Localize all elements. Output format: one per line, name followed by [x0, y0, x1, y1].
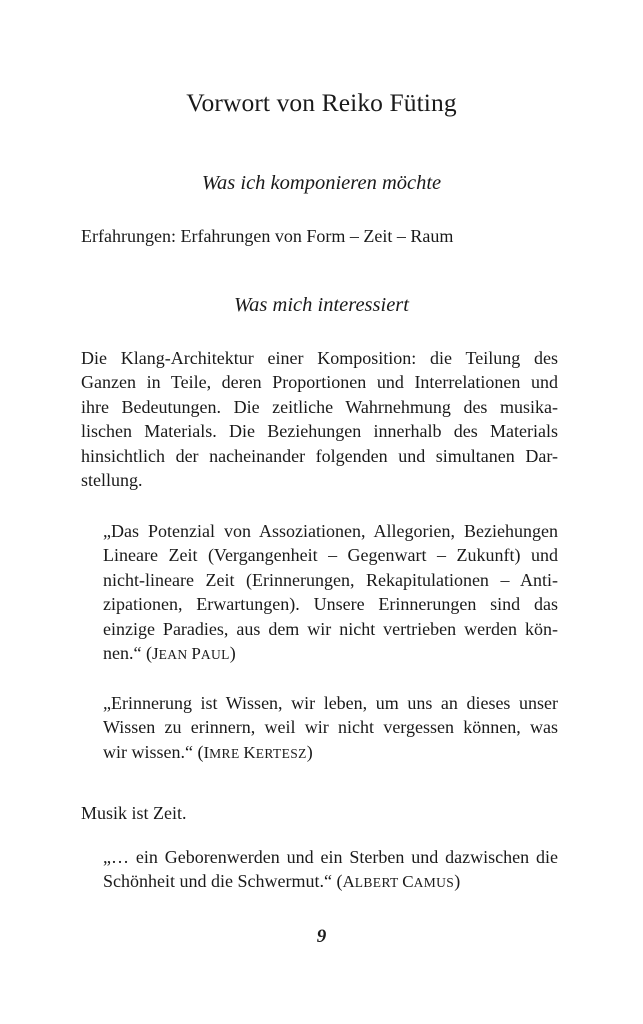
quote-line: „Das Potenzial von Assoziationen, Allegorien, Beziehungen	[103, 521, 558, 541]
quote-jean-paul	[103, 519, 558, 667]
page-title: Vorwort von Reiko Füting	[186, 88, 457, 117]
quote-imre-kertesz	[103, 691, 558, 766]
quote-line	[103, 869, 558, 895]
quote-line: „… ein Geborenwerden und ein Sterben und dazwischen die	[103, 847, 558, 867]
text-line: stellung.	[81, 470, 143, 491]
author-name: IMRE KERTESZ	[203, 742, 307, 762]
quote-line: Wissen zu erinnern, weil wir nicht vergessen können, was	[103, 717, 558, 738]
quote-albert-camus	[103, 845, 558, 896]
text-line: hinsichtlich der nacheinander folgenden und simultanen Dar-	[81, 445, 558, 466]
quote-attribution: (JEAN PAUL)	[145, 643, 236, 664]
quote-line: einzige Paradies, aus dem wir nicht vertrieben werden kön-	[103, 618, 558, 639]
quote-line	[103, 740, 558, 766]
text-line: lischen Materials. Die Beziehungen innerhalb des Materials	[81, 421, 558, 442]
quote-attribution: (IMRE KERTESZ)	[197, 741, 313, 762]
quote-line: nicht-lineare Zeit (Erinnerungen, Rekapitulationen – Anti-	[103, 569, 558, 590]
quote-line-text: nen.“	[103, 643, 146, 664]
quote-line: zipationen, Erwartungen). Unsere Erinnerungen sind das	[103, 594, 558, 615]
quote-line: „Erinnerung ist Wissen, wir leben, um uns an dieses unser	[103, 693, 558, 713]
paragraph-sound-architecture	[81, 346, 558, 492]
paragraph-music-is-time: Musik ist Zeit.	[81, 803, 187, 823]
section-heading-interests: Was mich interessiert	[233, 294, 409, 316]
section-heading-compose: Was ich komponieren möchte	[201, 172, 442, 194]
quote-line-text: Schönheit und die Schwermut.“	[103, 871, 337, 892]
quote-line	[103, 641, 558, 667]
page-number: 9	[316, 926, 327, 947]
quote-line: Lineare Zeit (Vergangenheit – Gegenwart – Zukunft) und	[103, 545, 558, 566]
text-line: Die Klang-Architektur einer Komposition: die Teilung des	[81, 348, 558, 368]
text-line: ihre Bedeutungen. Die zeitliche Wahrnehmung des musika-	[81, 396, 558, 417]
author-name: ALBERT CAMUS	[342, 872, 455, 892]
quote-attribution: (ALBERT CAMUS)	[336, 871, 461, 892]
author-name: JEAN PAUL	[151, 644, 230, 664]
text-line: Ganzen in Teile, deren Proportionen und Interrelationen und	[81, 372, 558, 393]
paragraph-experiences: Erfahrungen: Erfahrungen von Form – Zeit – Raum	[81, 226, 454, 246]
quote-line-text: wir wissen.“	[103, 741, 198, 762]
